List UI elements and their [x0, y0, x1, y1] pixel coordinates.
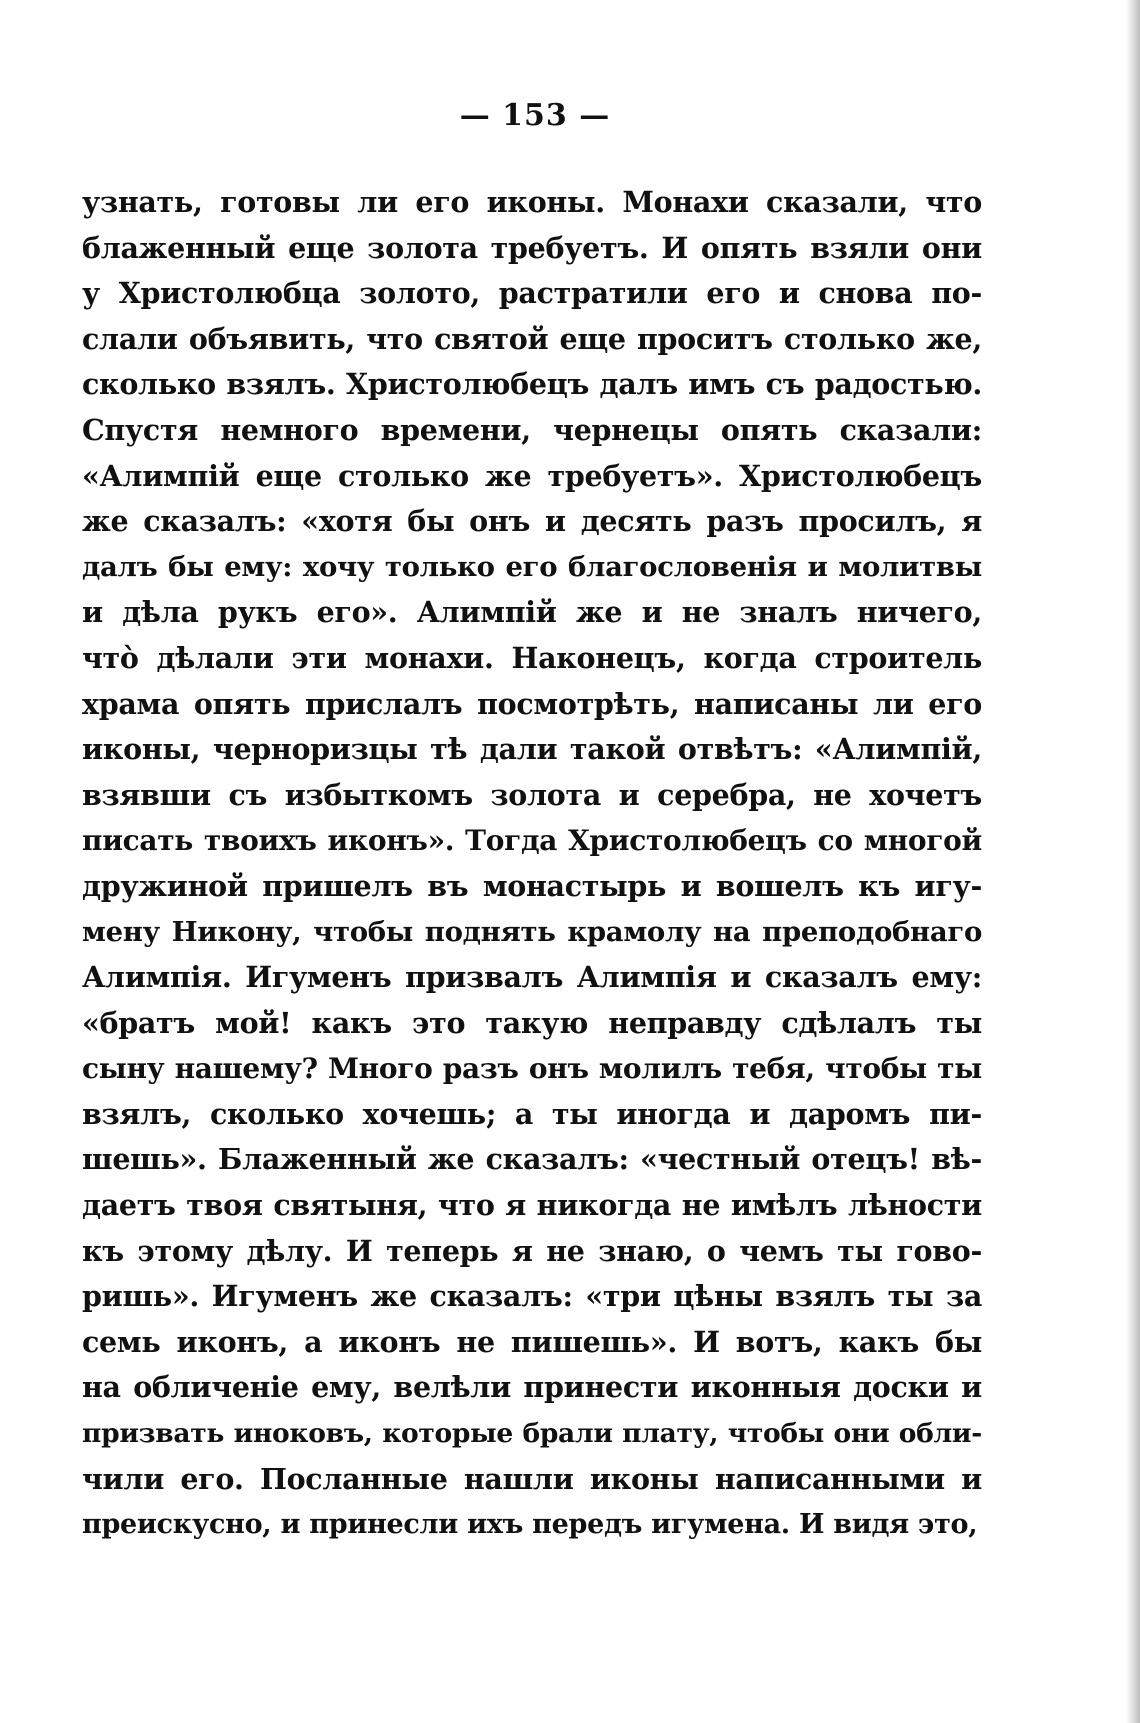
body-text: [82, 180, 982, 1548]
text-line: ришь». Игуменъ же сказалъ: «три цѣны взялъ ты за: [82, 1279, 982, 1314]
page-number: — 153 —: [459, 98, 611, 133]
text-line: взялъ, сколько хочешь; а ты иногда и даромъ пи-: [82, 1096, 982, 1131]
text-line: блаженный еще золота требуетъ. И опять взяли они: [82, 230, 982, 265]
text-line: чтò дѣлали эти монахи. Наконецъ, когда строитель: [82, 640, 982, 675]
text-line: сыну нашему? Много разъ онъ молилъ тебя, чтобы ты: [82, 1052, 982, 1086]
text-line: къ этому дѣлу. И теперь я не знаю, о чемъ ты гово-: [82, 1233, 982, 1268]
page-edge-shadow: [1126, 0, 1140, 1723]
text-line: призвать иноковъ, которые брали плату, чтобы они обли-: [82, 1418, 982, 1450]
text-line: писать твоихъ иконъ». Тогда Христолюбецъ со многой: [82, 824, 982, 858]
text-line: на обличеніе ему, велѣли принести иконныя доски и: [82, 1370, 982, 1405]
text-line: даетъ твоя святыня, что я никогда не имѣлъ лѣности: [82, 1188, 982, 1223]
text-line: чили его. Посланные нашли иконы написанными и: [82, 1461, 982, 1496]
text-line: семь иконъ, а иконъ не пишешь». И вотъ, какъ бы: [82, 1324, 982, 1359]
text-line: «Алимпій еще столько же требуетъ». Христолюбецъ: [82, 458, 982, 493]
text-line: храма опять прислалъ посмотрѣть, написаны ли его: [82, 686, 982, 721]
text-line: преискусно, и принесли ихъ передъ игумена. И видя это,: [82, 1509, 978, 1541]
text-line: слали объявить, что святой еще проситъ столько же,: [82, 321, 982, 356]
text-line: сколько взялъ. Христолюбецъ далъ имъ съ радостью.: [82, 367, 982, 402]
text-line: иконы, черноризцы тѣ дали такой отвѣтъ: «Алимпій,: [82, 732, 982, 767]
text-line: взявши съ избыткомъ золота и серебра, не хочетъ: [82, 777, 982, 812]
text-line: и дѣла рукъ его». Алимпій же и не зналъ ничего,: [82, 595, 982, 630]
text-line: Алимпія. Игуменъ призвалъ Алимпія и сказалъ ему:: [82, 960, 982, 995]
text-line: «братъ мой! какъ это такую неправду сдѣлалъ ты: [82, 1005, 982, 1040]
text-line: у Христолюбца золото, растратили его и снова по-: [82, 276, 982, 311]
text-line: дружиной пришелъ въ монастырь и вошелъ къ игу-: [82, 868, 982, 903]
text-line: Спустя немного времени, чернецы опять сказали:: [82, 412, 982, 447]
text-line: шешь». Блаженный же сказалъ: «честный отецъ! вѣ-: [82, 1142, 982, 1177]
text-line: же сказалъ: «хотя бы онъ и десять разъ просилъ, я: [82, 504, 982, 539]
text-line: далъ бы ему: хочу только его благословенія и молитвы: [82, 550, 982, 583]
text-line: узнать, готовы ли его иконы. Монахи сказали, что: [82, 185, 982, 219]
text-line: мену Никону, чтобы поднять крамолу на преподобнаго: [82, 915, 982, 948]
